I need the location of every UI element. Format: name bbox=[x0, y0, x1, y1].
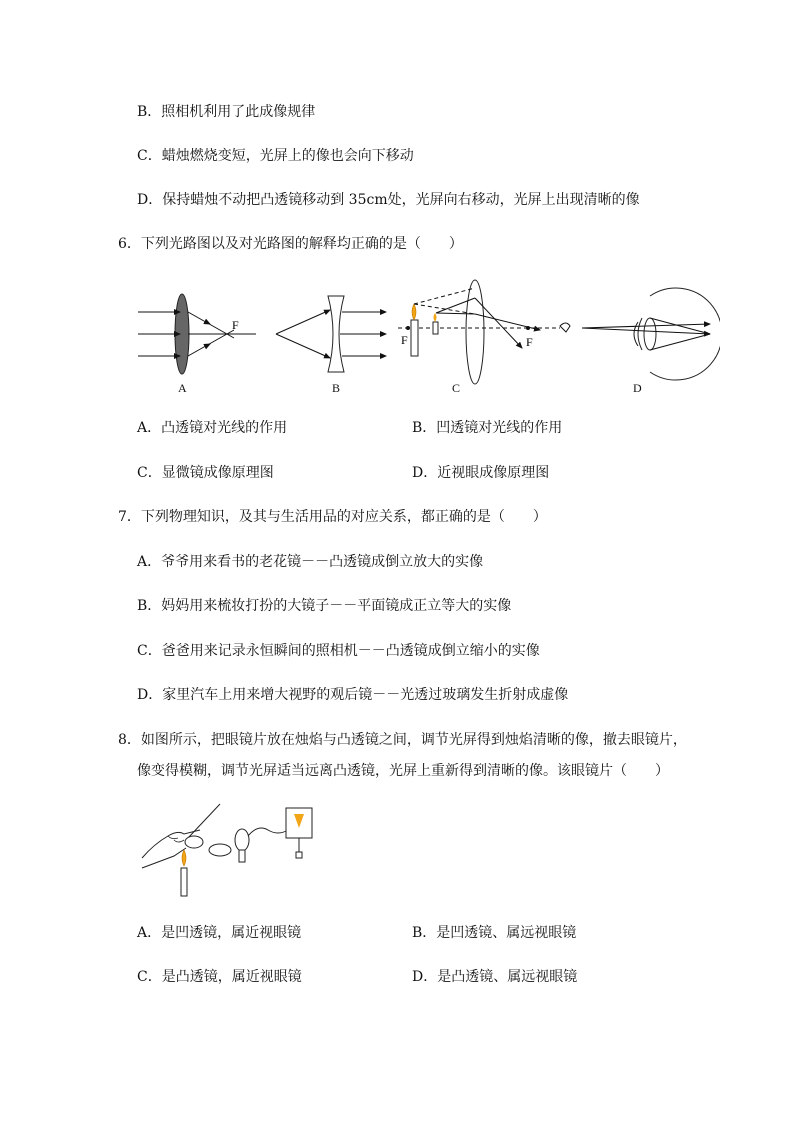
figure-label-a: A bbox=[178, 381, 187, 395]
q8-stem-line1: 8．如图所示，把眼镜片放在烛焰与凸透镜之间，调节光屏得到烛焰清晰的像，撤去眼镜片， bbox=[118, 732, 687, 748]
q7-option-b: B．妈妈用来梳妆打扮的大镜子－－平面镜成正立等大的实像 bbox=[137, 598, 512, 614]
diagram-b-concave-lens bbox=[276, 296, 386, 372]
eye-icon bbox=[560, 323, 570, 332]
diagram-d-eye bbox=[582, 288, 720, 380]
figure-label-b: B bbox=[332, 381, 341, 395]
q6-stem: 6．下列光路图以及对光路图的解释均正确的是（ ） bbox=[118, 236, 463, 252]
focus-label-c1: F bbox=[401, 333, 408, 347]
q5-option-b: B．照相机利用了此成像规律 bbox=[137, 104, 316, 120]
q8-option-a: A．是凹透镜，属近视眼镜 bbox=[137, 925, 302, 941]
figure-label-c: C bbox=[452, 381, 461, 395]
q6-option-a: A．凸透镜对光线的作用 bbox=[137, 420, 288, 436]
q5-option-c: C．蜡烛燃烧变短，光屏上的像也会向下移动 bbox=[137, 148, 414, 164]
q8-option-d: D．是凸透镜、属远视眼镜 bbox=[412, 969, 578, 985]
q7-option-c: C．爸爸用来记录永恒瞬间的照相机－－凸透镜成倒立缩小的实像 bbox=[137, 643, 540, 659]
q8-stem-line2: 像变得模糊，调节光屏适当远离凸透镜，光屏上重新得到清晰的像。该眼镜片（ ） bbox=[137, 763, 669, 779]
diagram-c-magnifier bbox=[398, 280, 570, 384]
q5-option-d: D．保持蜡烛不动把凸透镜移动到 35cm处，光屏向右移动，光屏上出现清晰的像 bbox=[137, 192, 640, 208]
q7-option-d: D．家里汽车上用来增大视野的观后镜－－光透过玻璃发生折射成虚像 bbox=[137, 687, 569, 703]
q7-stem: 7．下列物理知识，及其与生活用品的对应关系，都正确的是（ ） bbox=[118, 509, 547, 525]
focus-label-c2: F bbox=[526, 335, 533, 349]
q8-experiment-figure bbox=[138, 800, 338, 900]
q6-option-d: D．近视眼成像原理图 bbox=[412, 465, 550, 481]
figure-label-d: D bbox=[633, 381, 642, 395]
focus-label-a: F bbox=[232, 318, 239, 332]
q6-option-c: C．显微镜成像原理图 bbox=[137, 465, 274, 481]
q7-option-a: A．爷爷用来看书的老花镜－－凸透镜成倒立放大的实像 bbox=[137, 554, 484, 570]
q6-option-b: B．凹透镜对光线的作用 bbox=[412, 420, 563, 436]
q8-option-b: B．是凹透镜、属远视眼镜 bbox=[412, 925, 577, 941]
diagram-a-convex-lens bbox=[138, 294, 256, 374]
q6-light-path-figure bbox=[130, 276, 720, 400]
q8-option-c: C．是凸透镜，属近视眼镜 bbox=[137, 969, 302, 985]
